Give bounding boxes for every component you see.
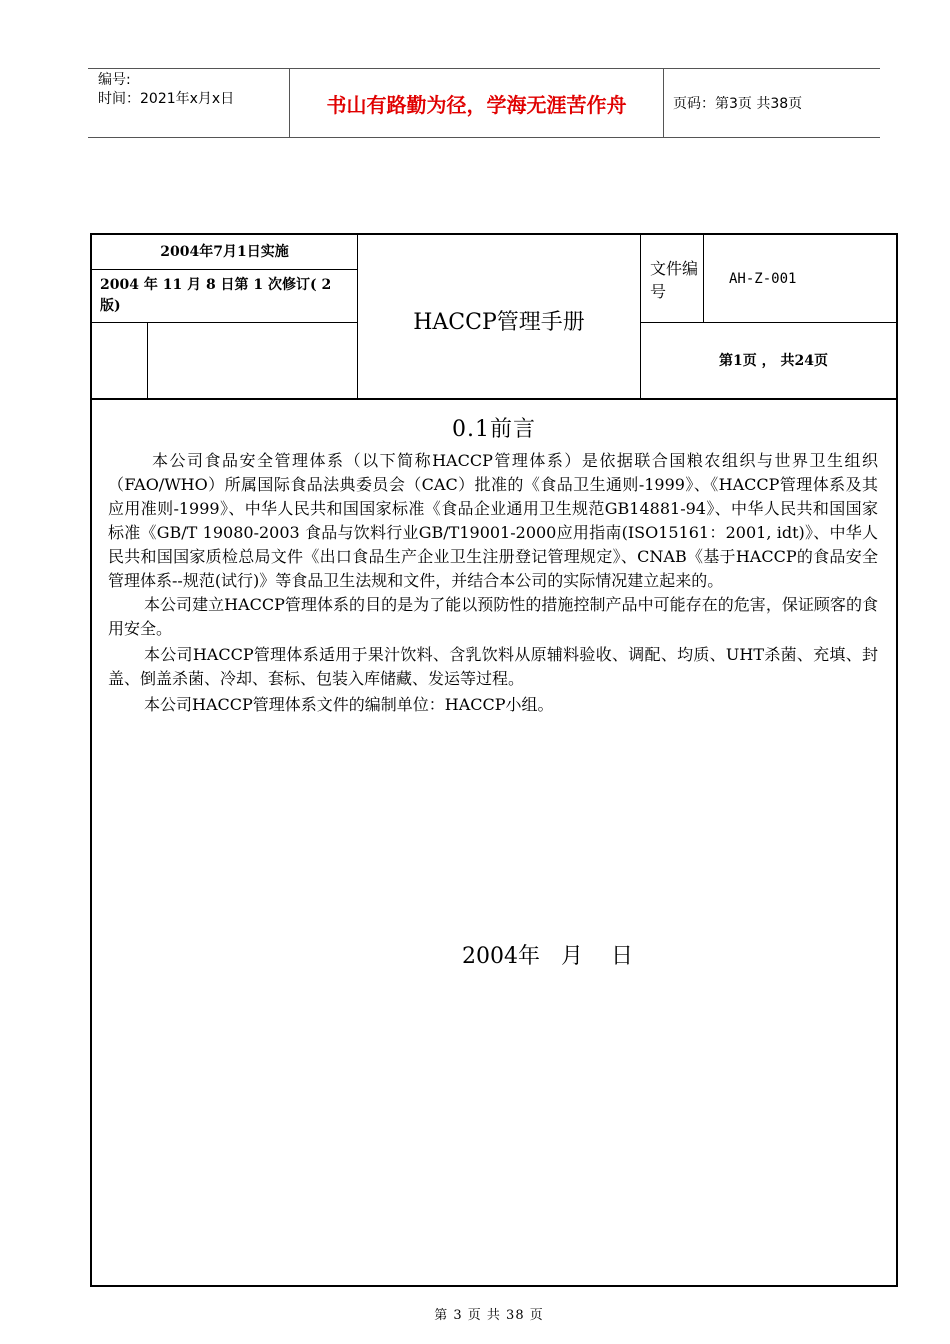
preface-paragraph: 本公司HACCP管理体系适用于果汁饮料、含乳饮料从原辅料验收、调配、均质、UHT杀菌、充填、封盖、倒盖杀菌、冷却、套标、包装入库储藏、发运等过程。 bbox=[108, 645, 878, 688]
preface-paragraph: 本公司食品安全管理体系（以下简称HACCP管理体系）是依据联合国粮农组织与世界卫生组织（FAO/WHO）所属国际食品法典委员会（CAC）批准的《食品卫生通则-1999》、《HACCP管理体系及其应用准则-1999》、中华人民共和国国家标准《食品企业通用卫生规范GB14881-94》、中华人民共和国国家标准《GB/T 19080-2003 食品与饮料行业GB/T19001-2000应用指南(ISO15161：2001, idt)》、中华人民共和国国家质检总局文件《出口食品生产企业卫生注册登记管理规定》、CNAB《基于HACCP的食品安全管理体系--规范(试行)》等食品卫生法规和文件，并结合本公司的实际情况建立起来的。 bbox=[108, 451, 878, 590]
doc-page-info: 第1页 ， 共24页 bbox=[719, 353, 828, 369]
file-number-label: 文件编号 bbox=[641, 235, 704, 323]
page-footer: 第 3 页 共 38 页 bbox=[434, 1308, 544, 1323]
page-header bbox=[88, 68, 880, 138]
blank-cell-2 bbox=[148, 323, 358, 400]
header-page-info: 页码：第3页 共38页 bbox=[673, 96, 803, 112]
file-number: AH-Z-001 bbox=[704, 235, 896, 323]
preface-content bbox=[92, 400, 896, 717]
header-meta bbox=[88, 69, 290, 137]
manual-title: HACCP管理手册 bbox=[358, 235, 641, 400]
effective-date: 2004年7月1日实施 bbox=[92, 235, 358, 270]
revision-info: 2004 年 11 月 8 日第 1 次修订( 2 版) bbox=[92, 270, 358, 323]
signature-date: 2004年 月 日 bbox=[462, 944, 633, 969]
preface-paragraph: 本公司HACCP管理体系文件的编制单位：HACCP小组。 bbox=[144, 695, 554, 714]
header-motto: 书山有路勤为径，学海无涯苦作舟 bbox=[290, 69, 664, 137]
number-label: 编号: bbox=[98, 72, 131, 88]
time-label: 时间：2021年x月x日 bbox=[98, 91, 235, 107]
blank-cell-1 bbox=[92, 323, 148, 400]
preface-paragraph: 本公司建立HACCP管理体系的目的是为了能以预防性的措施控制产品中可能存在的危害，保证顾客的食用安全。 bbox=[108, 595, 878, 638]
preface-heading: 0.1前言 bbox=[452, 417, 536, 442]
document-frame bbox=[90, 233, 898, 1287]
